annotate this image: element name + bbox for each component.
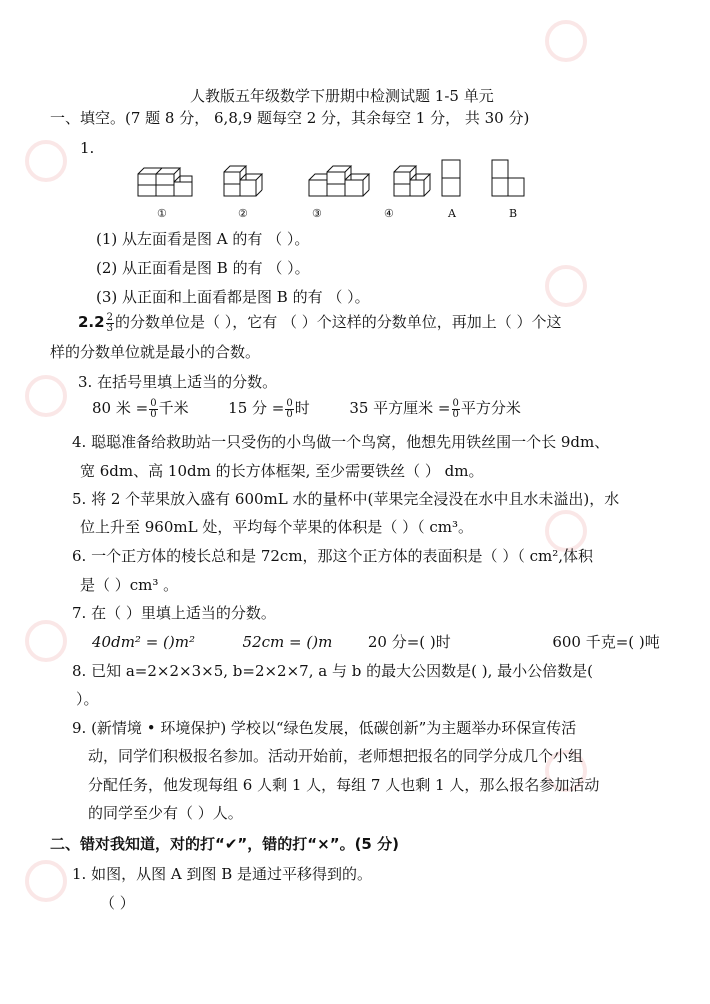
q3c-fraction	[452, 399, 460, 420]
q3c-den: 0	[452, 408, 459, 420]
q9-line4: 的同学至少有（ ）人。	[88, 804, 243, 822]
q3-conversions	[92, 398, 521, 420]
q2-fraction	[106, 313, 114, 334]
page-title: 人教版五年级数学下册期中检测试题 1-5 单元	[190, 87, 494, 105]
q2-text1: 的分数单位是（ ），它有 （ ）个这样的分数单位，再加上（ ）个这	[114, 313, 562, 331]
q2-frac-num: 2	[106, 311, 113, 323]
figure-label-2: ②	[238, 207, 248, 220]
q3a-num: 0	[150, 397, 157, 409]
q3c-num: 0	[452, 397, 459, 409]
q1-number: 1.	[80, 139, 95, 157]
q7b: 52cm = ()m	[242, 633, 333, 651]
q6-line2: 是（ ）cm³ 。	[80, 576, 179, 594]
q3a-den: 0	[150, 408, 157, 420]
q7d: 600 千克=( )吨	[552, 633, 660, 651]
figure-1-cubes	[138, 168, 192, 196]
q3a-pre: 80 米 =	[92, 399, 149, 417]
watermark-logo-circle	[545, 265, 587, 307]
watermark-logo-circle	[25, 375, 67, 417]
q3b-fraction	[285, 399, 293, 420]
figure-label-4: ④	[384, 207, 394, 220]
q7-line1: 7. 在（ ）里填上适当的分数。	[72, 604, 276, 622]
figure-label-3: ③	[312, 207, 322, 220]
q3b-den: 0	[286, 408, 293, 420]
q2-line2: 样的分数单位就是最小的合数。	[50, 343, 261, 361]
q7c: 20 分=( )时	[367, 633, 451, 651]
q7a: 40dm² = ()m²	[92, 633, 195, 651]
q8-line2: ）。	[76, 690, 99, 708]
figure-label-a: A	[448, 207, 456, 220]
q1-sub3: (3) 从正面和上面看都是图 B 的有 （ ）。	[96, 288, 370, 306]
q2-line1	[78, 312, 562, 334]
q4-line2: 宽 6dm、高 10dm 的长方体框架, 至少需要铁丝（ ） dm。	[80, 462, 484, 480]
section1-heading: 一、填空。(7 题 8 分， 6,8,9 题每空 2 分，其余每空 1 分， 共 30 分)	[50, 109, 530, 127]
q3b-num: 0	[286, 397, 293, 409]
figure-3-cubes	[309, 166, 369, 196]
q4-line1: 4. 聪聪准备给救助站一只受伤的小鸟做一个鸟窝，他想先用铁丝围一个长 9dm、	[72, 433, 610, 451]
q3a-post: 千米	[158, 399, 189, 417]
watermark-logo-circle	[545, 20, 587, 62]
q1-figure-row	[130, 158, 690, 218]
q8-line1: 8. 已知 a=2×2×3×5, b=2×2×7, a 与 b 的最大公因数是( ), 最小公倍数是(	[72, 662, 593, 680]
figure-label-b: B	[509, 207, 518, 220]
figure-a-view	[442, 160, 460, 196]
q3b-post: 时	[294, 399, 310, 417]
q9-line1: 9. (新情境 • 环境保护) 学校以“绿色发展，低碳创新”为主题举办环保宣传活	[72, 719, 577, 737]
q3-text: 3. 在括号里填上适当的分数。	[78, 373, 278, 391]
watermark-logo-circle	[25, 620, 67, 662]
figure-2-cubes	[224, 166, 262, 196]
q5-line1: 5. 将 2 个苹果放入盛有 600mL 水的量杯中(苹果完全浸没在水中且水未溢出)，水	[72, 490, 620, 508]
q5-line2: 位上升至 960mL 处，平均每个苹果的体积是（ ）（ cm³。	[80, 518, 474, 536]
q9-line2: 动，同学们积极报名参加。活动开始前，老师想把报名的同学分成几个小组	[88, 747, 584, 765]
figure-b-view	[492, 160, 524, 196]
watermark-logo-circle	[25, 140, 67, 182]
q3b-pre: 15 分 =	[228, 399, 285, 417]
section2-q1: 1. 如图，从图 A 到图 B 是通过平移得到的。	[72, 865, 373, 883]
q9-line3: 分配任务，他发现每组 6 人剩 1 人，每组 7 人也剩 1 人，那么报名参加活动	[88, 776, 600, 794]
figure-label-1: ①	[157, 207, 167, 220]
q2-frac-den: 3	[106, 322, 113, 334]
q6-line1: 6. 一个正方体的棱长总和是 72cm，那这个正方体的表面积是（ ）（ cm²,体积	[72, 547, 594, 565]
q3c-pre: 35 平方厘米 =	[349, 399, 451, 417]
q7-line2	[92, 632, 660, 652]
q3c-post: 平方分米	[460, 399, 521, 417]
q1-sub1: (1) 从左面看是图 A 的有 （ ）。	[96, 230, 310, 248]
q2-number: 2.2	[78, 313, 105, 331]
q3a-fraction	[149, 399, 157, 420]
section2-q1-blank: （ ）	[100, 894, 135, 912]
q1-sub2: (2) 从正面看是图 B 的有 （ ）。	[96, 259, 310, 277]
figure-4-cubes	[394, 166, 430, 196]
watermark-logo-circle	[25, 860, 67, 902]
section2-heading: 二、错对我知道，对的打“✔”，错的打“×”。(5 分)	[50, 835, 399, 853]
